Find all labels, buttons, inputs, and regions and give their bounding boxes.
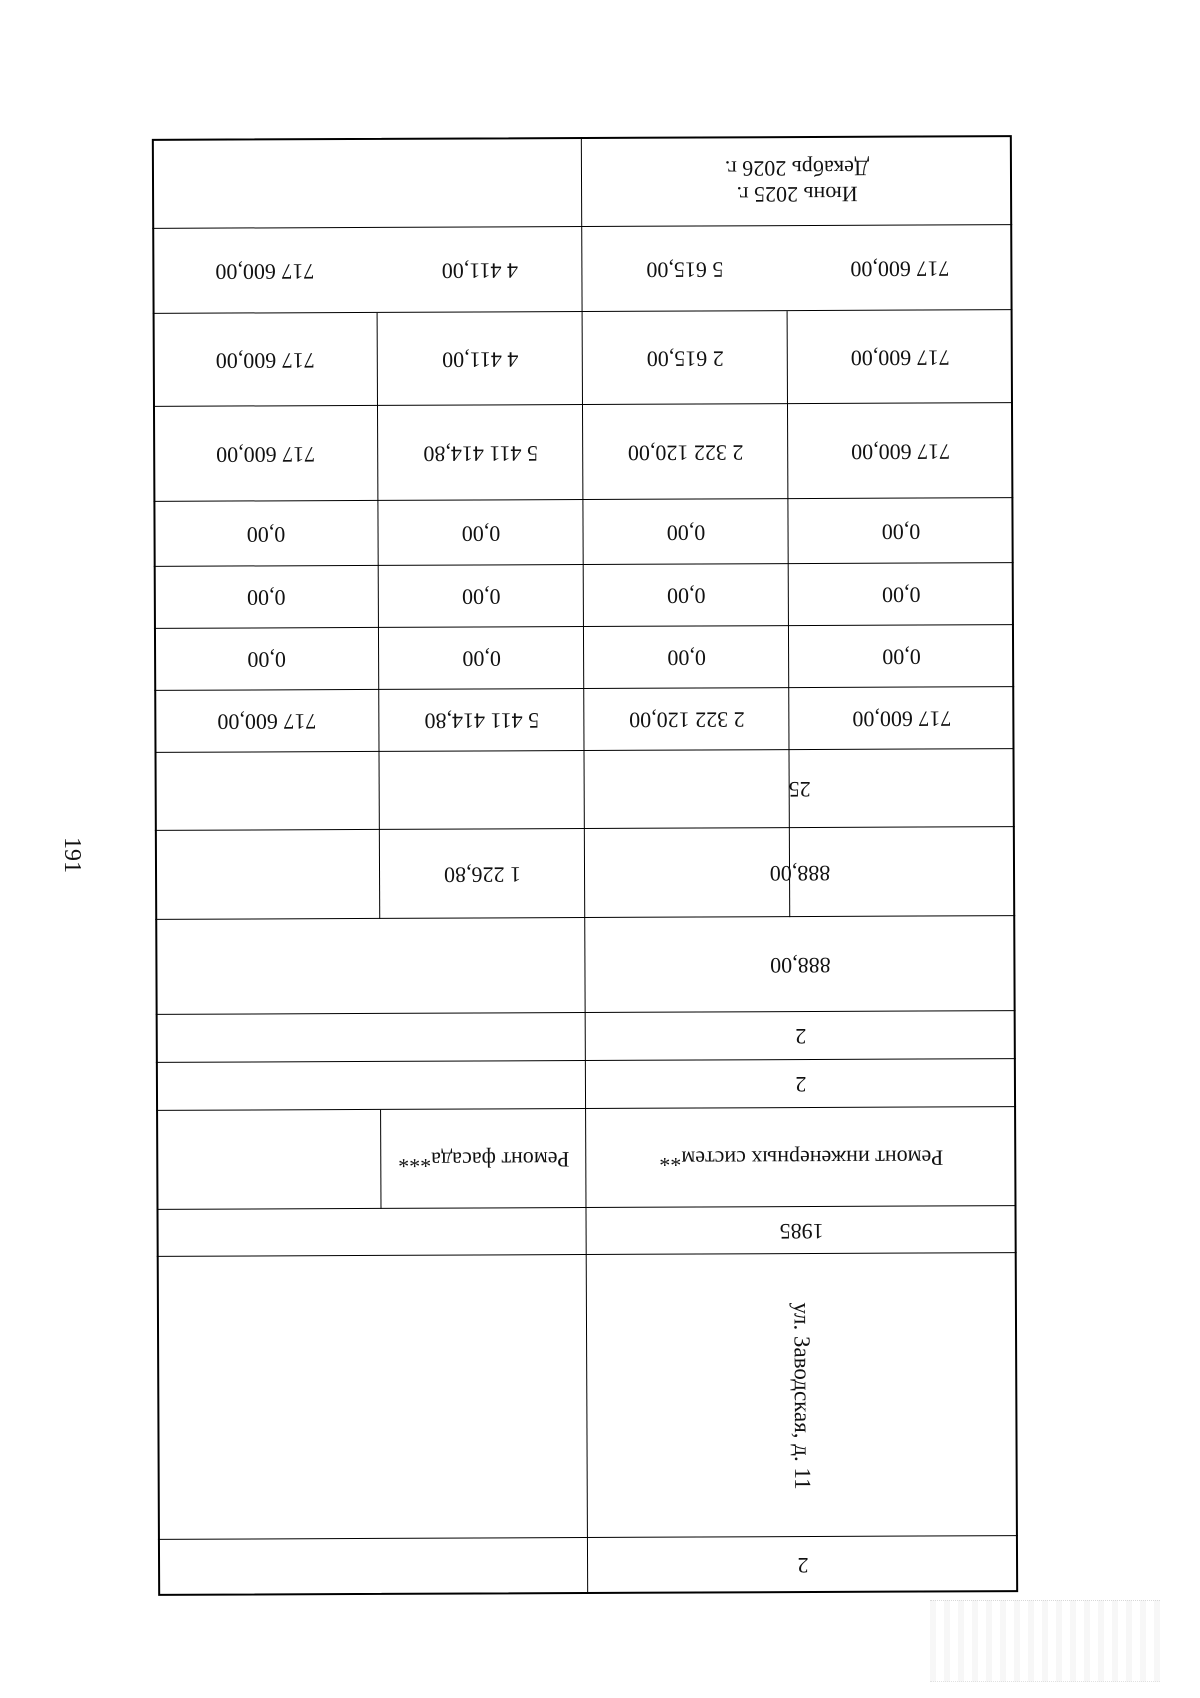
address-cell (587, 1253, 1018, 1538)
money-cell (789, 625, 1014, 688)
money-value: 0,00 (247, 585, 286, 611)
money-value: 0,00 (667, 583, 706, 609)
money-cell (153, 313, 378, 407)
money-cell (583, 499, 788, 565)
money-value: 0,00 (246, 522, 286, 548)
money-value: 0,00 (461, 521, 501, 547)
money-cell (378, 500, 583, 566)
money-cell (379, 627, 584, 690)
money-value: 717 600,00 (217, 709, 317, 735)
money-cell (582, 226, 787, 312)
year-cell (586, 1206, 1016, 1255)
period-end: Декабрь 2026 г. (724, 155, 870, 182)
money-value: 2 615,00 (646, 346, 724, 372)
area-engineering: 888,00 (769, 860, 831, 886)
count-cell (586, 1059, 1016, 1109)
money-value: 0,00 (667, 645, 706, 671)
money-value: 0,00 (462, 646, 501, 672)
work-type-cell (381, 1109, 586, 1209)
area-cell (585, 827, 1015, 918)
money-value: 0,00 (666, 520, 706, 546)
money-value: 2 322 120,00 (629, 707, 745, 734)
money-cell (787, 225, 1012, 311)
page-number (52, 835, 92, 875)
money-cell (154, 566, 379, 629)
money-value: 0,00 (881, 519, 921, 545)
money-cell (788, 310, 1013, 404)
money-value: 4 411,00 (442, 346, 519, 373)
work-type-facade: Ремонт фасада*** (398, 1146, 570, 1173)
money-cell (152, 228, 377, 314)
work-type-cell (586, 1107, 1016, 1208)
money-value: 0,00 (462, 584, 501, 610)
money-value: 717 600,00 (215, 258, 315, 285)
money-cell (584, 688, 789, 751)
table-rotated-content (152, 135, 1018, 1596)
area-total: 888,00 (770, 952, 831, 978)
money-cell (378, 405, 583, 501)
row-index-cell (588, 1536, 1018, 1594)
money-cell (379, 565, 584, 628)
number-cell (585, 749, 1015, 829)
money-cell (379, 689, 584, 752)
row-index: 2 (797, 1553, 809, 1579)
money-value: 0,00 (247, 647, 286, 673)
money-cell (378, 312, 583, 406)
money-value: 2 322 120,00 (627, 440, 744, 466)
money-cell (789, 563, 1014, 626)
table-sheet (152, 135, 1018, 1596)
money-cell (154, 690, 379, 753)
address-text: ул. Заводская, д. 11 (789, 1302, 816, 1490)
money-value: 717 600,00 (215, 347, 315, 374)
page-number-text: 191 (59, 837, 86, 873)
money-cell (788, 403, 1013, 499)
money-cell (154, 628, 379, 691)
money-cell (583, 311, 788, 405)
work-type-engineering: Ремонт инженерных систем** (659, 1145, 944, 1172)
money-cell (153, 406, 378, 502)
money-value: 717 600,00 (852, 706, 952, 733)
number-25: 25 (788, 777, 811, 803)
count-a: 2 (795, 1072, 807, 1098)
period-cell (582, 135, 1012, 227)
money-value: 717 600,00 (850, 345, 950, 371)
period-start: Июнь 2025 г. (736, 182, 858, 208)
money-value: 5 615,00 (646, 257, 724, 283)
money-cell (789, 687, 1014, 750)
area-total-cell (585, 916, 1015, 1013)
count-cell (586, 1011, 1016, 1061)
money-value: 0,00 (882, 582, 921, 608)
money-value: 5 411 414,80 (423, 440, 539, 467)
money-cell (583, 404, 788, 500)
money-value: 4 411,00 (441, 257, 519, 284)
count-b: 2 (795, 1024, 807, 1050)
money-cell (153, 501, 378, 567)
address-rotated (781, 1254, 822, 1537)
money-value: 5 411 414,80 (424, 708, 540, 734)
money-cell (584, 626, 789, 689)
year-built: 1985 (779, 1218, 824, 1244)
money-value: 0,00 (882, 644, 921, 670)
money-value: 717 600,00 (216, 441, 316, 468)
money-cell (584, 564, 789, 627)
area-cell (380, 829, 585, 919)
money-value: 717 600,00 (851, 439, 951, 465)
area-facade: 1 226,80 (443, 861, 522, 888)
money-cell (377, 227, 582, 313)
money-value: 717 600,00 (850, 256, 950, 282)
money-cell (788, 498, 1013, 564)
faint-stamp-mark (930, 1600, 1160, 1682)
